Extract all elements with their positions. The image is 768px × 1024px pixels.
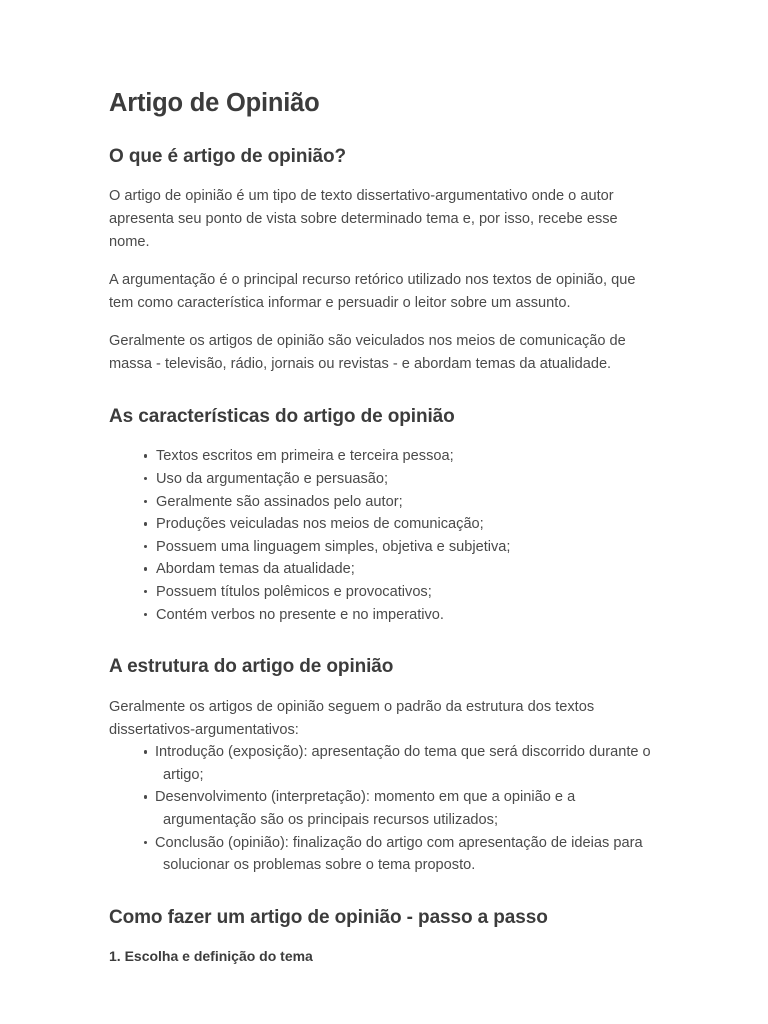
- list-item: Possuem títulos polêmicos e provocativos;: [109, 581, 660, 604]
- section-heading-structure: A estrutura do artigo de opinião: [109, 656, 394, 678]
- list-item: Produções veiculadas nos meios de comunicação;: [109, 513, 660, 536]
- section-characteristics: [109, 405, 660, 627]
- section-structure: [109, 655, 660, 877]
- structure-list: [109, 741, 660, 877]
- page-title: Artigo de Opinião: [109, 89, 320, 117]
- section-definition: [109, 145, 660, 376]
- section-heading-characteristics: As características do artigo de opinião: [109, 405, 455, 427]
- paragraph: Geralmente os artigos de opinião seguem o padrão da estrutura dos textos dissertativos-argumentativos:: [109, 698, 595, 738]
- characteristics-list: [109, 445, 660, 626]
- list-item: Abordam temas da atualidade;: [109, 558, 660, 581]
- step-heading-1: 1. Escolha e definição do tema: [109, 947, 313, 964]
- list-item: Contém verbos no presente e no imperativo.: [109, 604, 660, 627]
- section-howto: [109, 906, 660, 966]
- list-item: Textos escritos em primeira e terceira pessoa;: [109, 445, 660, 468]
- list-item: Introdução (exposição): apresentação do tema que será discorrido durante o artigo;: [109, 741, 660, 786]
- section-heading-howto: Como fazer um artigo de opinião - passo a passo: [109, 906, 548, 928]
- list-item: Geralmente são assinados pelo autor;: [109, 491, 660, 514]
- list-item: Conclusão (opinião): finalização do artigo com apresentação de ideias para solucionar os problemas sobre o tema proposto.: [109, 832, 660, 877]
- list-item: Possuem uma linguagem simples, objetiva e subjetiva;: [109, 536, 660, 559]
- paragraph: A argumentação é o principal recurso retórico utilizado nos textos de opinião, que tem como característica informar e persuadir o leitor sobre um assunto.: [109, 272, 636, 311]
- paragraph: Geralmente os artigos de opinião são veiculados nos meios de comunicação de massa - televisão, rádio, jornais ou revistas - e abordam temas da atualidade.: [109, 333, 626, 372]
- list-item: Uso da argumentação e persuasão;: [109, 468, 660, 491]
- list-item: Desenvolvimento (interpretação): momento em que a opinião e a argumentação são os principais recursos utilizados;: [109, 786, 660, 831]
- section-heading-definition: O que é artigo de opinião?: [109, 145, 347, 167]
- paragraph: O artigo de opinião é um tipo de texto dissertativo-argumentativo onde o autor apresenta seu ponto de vista sobre determinado tema e, por isso, recebe esse nome.: [109, 188, 618, 250]
